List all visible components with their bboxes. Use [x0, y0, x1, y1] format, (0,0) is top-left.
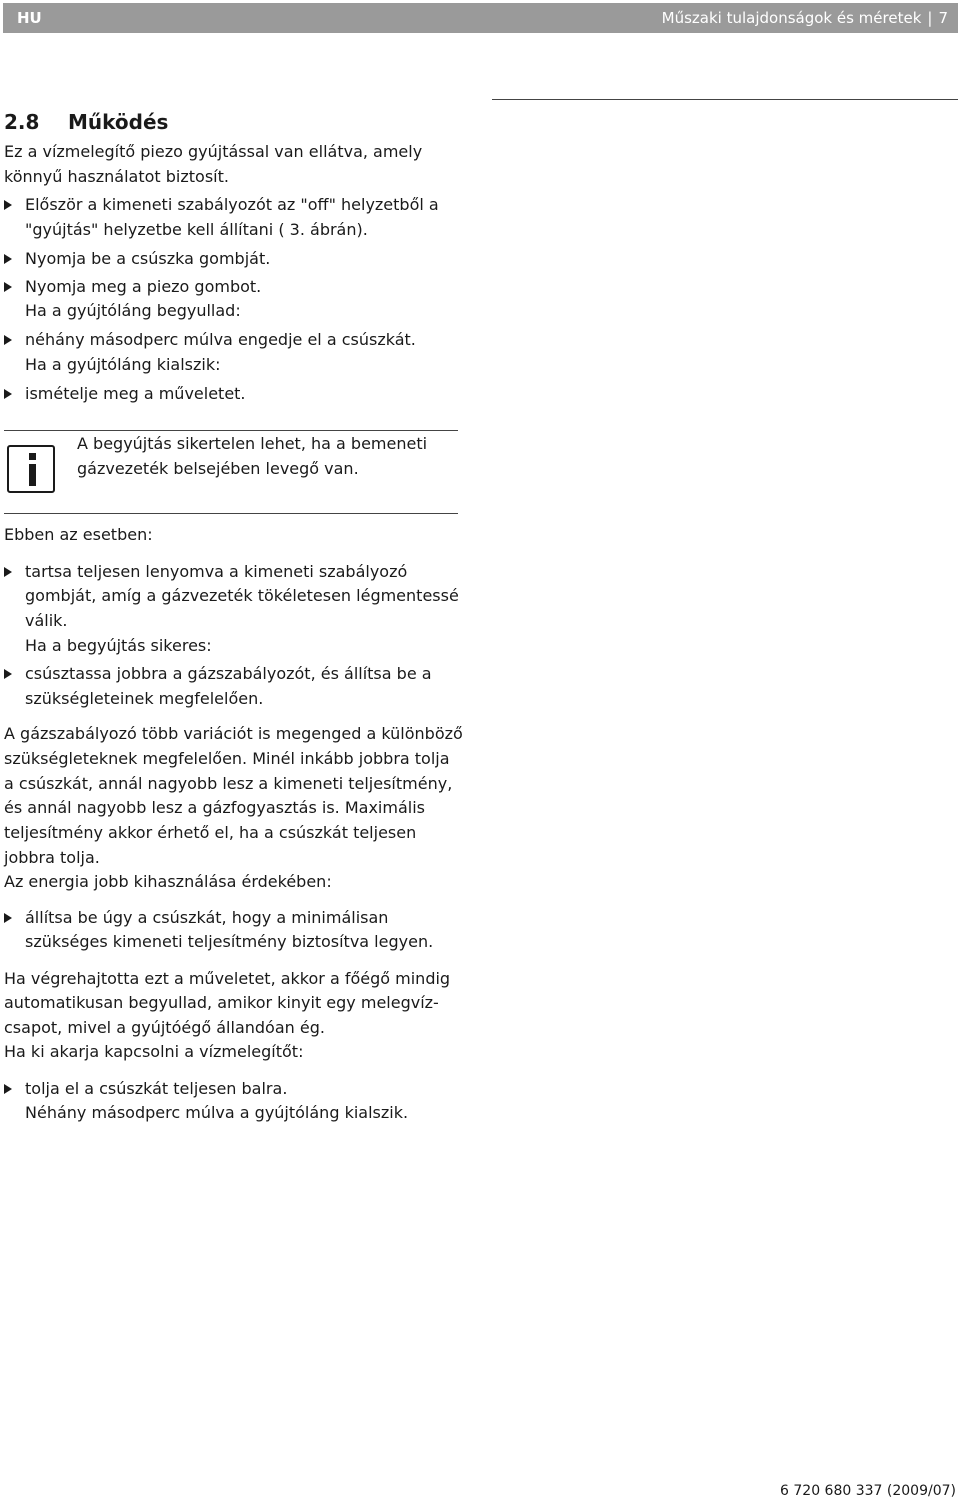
step-line: válik.	[25, 611, 68, 630]
bullet-arrow-icon	[4, 254, 12, 264]
page-header	[3, 3, 958, 33]
info-note-line: gázvezeték belsejében levegő van.	[77, 458, 359, 478]
body-line: szükségleteknek megfelelően. Minél inkább jobbra tolja	[4, 749, 450, 768]
document-code: 6 720 680 337 (2009/07)	[780, 1483, 956, 1499]
step-note: Ha a begyújtás sikeres:	[25, 636, 212, 655]
step-line: szükséges kimeneti teljesítmény biztosítva legyen.	[25, 932, 434, 951]
body-line: automatikusan begyullad, amikor kinyit egy melegvíz-	[4, 993, 439, 1012]
step-line: állítsa be úgy a csúszkát, hogy a minimálisan	[25, 908, 389, 927]
section-number: 2.8	[4, 110, 40, 134]
case-label: Ebben az esetben:	[4, 525, 153, 544]
step-line: Nyomja meg a piezo gombot.	[25, 277, 262, 296]
running-title	[662, 9, 948, 27]
step-line: néhány másodperc múlva engedje el a csúszkát.	[25, 330, 416, 349]
bullet-arrow-icon	[4, 669, 12, 679]
info-note	[77, 432, 427, 481]
body-line: csapot, mivel a gyújtóégő állandóan ég.	[4, 1018, 325, 1037]
page-number: 7	[938, 9, 948, 27]
body-line: Ha ki akarja kapcsolni a vízmelegítőt:	[4, 1042, 304, 1061]
step-line: gombját, amíg a gázvezeték tökéletesen légmentessé	[25, 586, 459, 605]
step-line: ismételje meg a műveletet.	[25, 384, 246, 403]
bullet-arrow-icon	[4, 389, 12, 399]
step-line: Először a kimeneti szabályozót az "off" helyzetből a	[25, 195, 439, 214]
bullet-arrow-icon	[4, 282, 12, 292]
step-note: Ha a gyújtóláng begyullad:	[25, 301, 241, 320]
step-line: Nyomja be a csúszka gombját.	[25, 249, 271, 268]
intro-line: könnyű használatot biztosít.	[4, 167, 229, 186]
bullet-arrow-icon	[4, 200, 12, 210]
info-top-rule	[4, 430, 458, 431]
body-line: A gázszabályozó több variációt is megenged a különböző	[4, 724, 463, 743]
bullet-arrow-icon	[4, 1084, 12, 1094]
intro-line: Ez a vízmelegítő piezo gyújtással van ellátva, amely	[4, 142, 423, 161]
step-line: csúsztassa jobbra a gázszabályozót, és állítsa be a	[25, 664, 432, 683]
body-line: és annál nagyobb lesz a gázfogyasztás is. Maximális	[4, 798, 425, 817]
bullet-arrow-icon	[4, 567, 12, 577]
top-divider	[492, 99, 958, 100]
info-icon-dot	[29, 453, 36, 460]
section-title: Műszaki tulajdonságok és méretek	[661, 9, 922, 27]
body-line: Ha végrehajtotta ezt a műveletet, akkor a főégő mindig	[4, 969, 451, 988]
section-title-text: Működés	[68, 110, 169, 134]
body-line: teljesítmény akkor érhető el, ha a csúszkát teljesen	[4, 823, 417, 842]
step-line: "gyújtás" helyzetbe kell állítani ( 3. ábrán).	[25, 220, 368, 239]
step-note: Néhány másodperc múlva a gyújtóláng kialszik.	[25, 1103, 409, 1122]
language-code: HU	[17, 9, 42, 27]
info-icon-stem	[29, 464, 36, 486]
step-line: tartsa teljesen lenyomva a kimeneti szabályozó	[25, 562, 408, 581]
step-line: tolja el a csúszkát teljesen balra.	[25, 1079, 288, 1098]
section-heading	[4, 110, 168, 134]
bullet-arrow-icon	[4, 913, 12, 923]
info-icon	[7, 445, 55, 493]
title-separator: |	[927, 9, 933, 27]
step-note: Ha a gyújtóláng kialszik:	[25, 355, 221, 374]
body-line: a csúszkát, annál nagyobb lesz a kimeneti teljesítmény,	[4, 774, 453, 793]
bullet-arrow-icon	[4, 335, 12, 345]
info-note-line: A begyújtás sikertelen lehet, ha a bemeneti	[77, 434, 428, 453]
info-bottom-rule	[4, 513, 458, 514]
body-line: Az energia jobb kihasználása érdekében:	[4, 872, 332, 891]
step-line: szükségleteinek megfelelően.	[25, 689, 264, 708]
body-line: jobbra tolja.	[4, 848, 100, 867]
